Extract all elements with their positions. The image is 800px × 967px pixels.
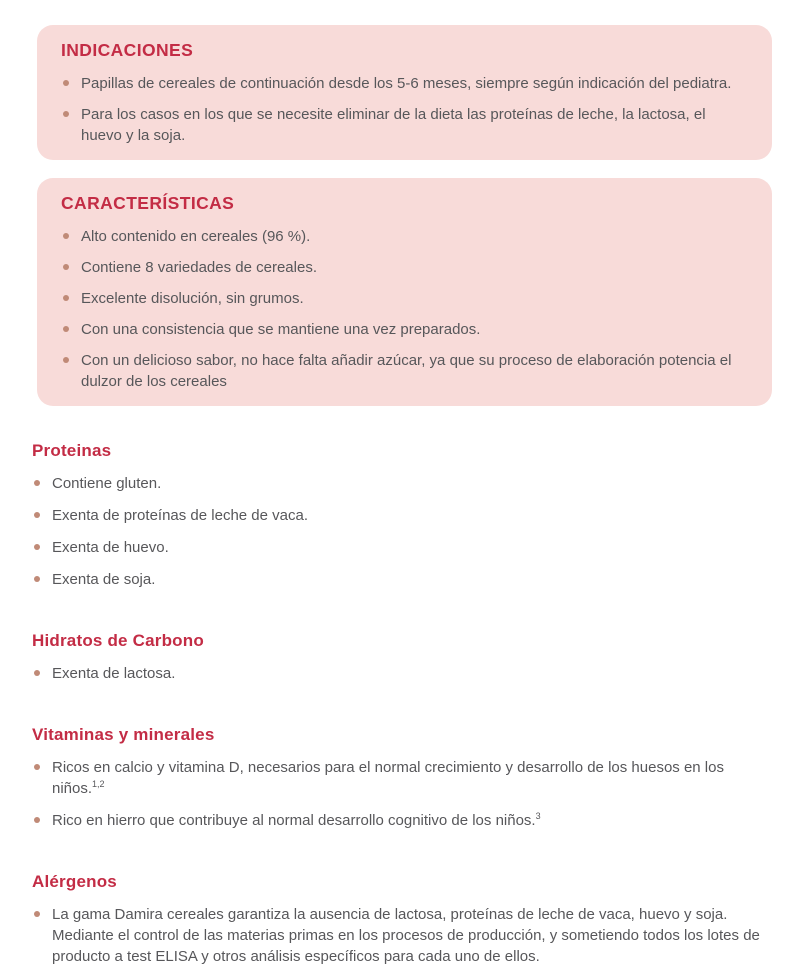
bullet-list bbox=[32, 473, 772, 590]
bullet-list bbox=[32, 904, 772, 967]
bullet-item bbox=[32, 505, 772, 526]
bullet-item bbox=[61, 288, 746, 309]
bullet-item bbox=[32, 537, 772, 558]
box-title: INDICACIONES bbox=[61, 40, 194, 60]
bullet-list bbox=[61, 73, 746, 146]
bullet-item bbox=[32, 810, 772, 831]
bullet-item bbox=[61, 226, 746, 247]
bullet-text: Exenta de proteínas de leche de vaca. bbox=[52, 507, 309, 524]
bullet-text: Con un delicioso sabor, no hace falta añadir azúcar, ya que su proceso de elaboración potencia el dulzor de los cereales bbox=[81, 352, 732, 390]
bullet-list bbox=[61, 226, 746, 392]
bullet-text: Contiene gluten. bbox=[52, 475, 162, 492]
bullet-list bbox=[32, 757, 772, 831]
highlight-box bbox=[37, 178, 772, 406]
bullet-dot-icon bbox=[34, 480, 40, 486]
bullet-item bbox=[32, 904, 772, 967]
bullet-dot-icon bbox=[34, 817, 40, 823]
box-title: CARACTERÍSTICAS bbox=[61, 193, 235, 213]
section-title: Vitaminas y minerales bbox=[32, 725, 215, 744]
section-title: Proteinas bbox=[32, 441, 112, 460]
bullet-item bbox=[61, 73, 746, 94]
bullet-dot-icon bbox=[63, 111, 69, 117]
bullet-dot-icon bbox=[63, 264, 69, 270]
sections-container bbox=[0, 424, 800, 967]
section-title: Hidratos de Carbono bbox=[32, 631, 204, 650]
bullet-text: Para los casos en los que se necesite eliminar de la dieta las proteínas de leche, la lactosa, el huevo y la soja. bbox=[81, 106, 706, 144]
footnote-reference: 3 bbox=[535, 811, 541, 821]
bullet-item bbox=[61, 319, 746, 340]
boxes-container bbox=[0, 0, 800, 406]
section bbox=[32, 601, 772, 684]
section-title: Alérgenos bbox=[32, 872, 117, 891]
section bbox=[32, 695, 772, 831]
highlight-box bbox=[37, 25, 772, 160]
bullet-item bbox=[61, 257, 746, 278]
bullet-list bbox=[32, 663, 772, 684]
bullet-item bbox=[32, 569, 772, 590]
bullet-item bbox=[61, 104, 746, 146]
bullet-dot-icon bbox=[34, 512, 40, 518]
bullet-dot-icon bbox=[63, 233, 69, 239]
bullet-text: Rico en hierro que contribuye al normal desarrollo cognitivo de los niños. bbox=[52, 812, 536, 829]
bullet-text: Exenta de soja. bbox=[52, 571, 156, 588]
bullet-text: Exenta de huevo. bbox=[52, 539, 169, 556]
bullet-text: Con una consistencia que se mantiene una vez preparados. bbox=[81, 321, 481, 338]
section bbox=[32, 842, 772, 967]
bullet-item bbox=[32, 663, 772, 684]
bullet-text: Papillas de cereales de continuación desde los 5-6 meses, siempre según indicación del pediatra. bbox=[81, 75, 732, 92]
footnote-reference: 1,2 bbox=[92, 779, 105, 789]
bullet-dot-icon bbox=[63, 326, 69, 332]
bullet-text: La gama Damira cereales garantiza la ausencia de lactosa, proteínas de leche de vaca, huevo y soja. Mediante el control de las materias primas en los procesos de producción, y sometiendo todos los lotes de producto a test ELISA y otros análisis específicos para cada uno de ellos. bbox=[52, 906, 760, 965]
bullet-text: Alto contenido en cereales (96 %). bbox=[81, 228, 311, 245]
bullet-item bbox=[32, 757, 772, 799]
bullet-dot-icon bbox=[34, 576, 40, 582]
bullet-text: Contiene 8 variedades de cereales. bbox=[81, 259, 317, 276]
bullet-dot-icon bbox=[63, 80, 69, 86]
bullet-dot-icon bbox=[34, 544, 40, 550]
bullet-text: Excelente disolución, sin grumos. bbox=[81, 290, 304, 307]
bullet-dot-icon bbox=[34, 670, 40, 676]
bullet-dot-icon bbox=[34, 764, 40, 770]
bullet-item bbox=[32, 473, 772, 494]
bullet-text: Exenta de lactosa. bbox=[52, 665, 176, 682]
bullet-text: Ricos en calcio y vitamina D, necesarios para el normal crecimiento y desarrollo de los huesos en los niños. bbox=[52, 759, 724, 797]
bullet-dot-icon bbox=[34, 911, 40, 917]
section bbox=[32, 424, 772, 590]
bullet-item bbox=[61, 350, 746, 392]
bullet-dot-icon bbox=[63, 357, 69, 363]
bullet-dot-icon bbox=[63, 295, 69, 301]
